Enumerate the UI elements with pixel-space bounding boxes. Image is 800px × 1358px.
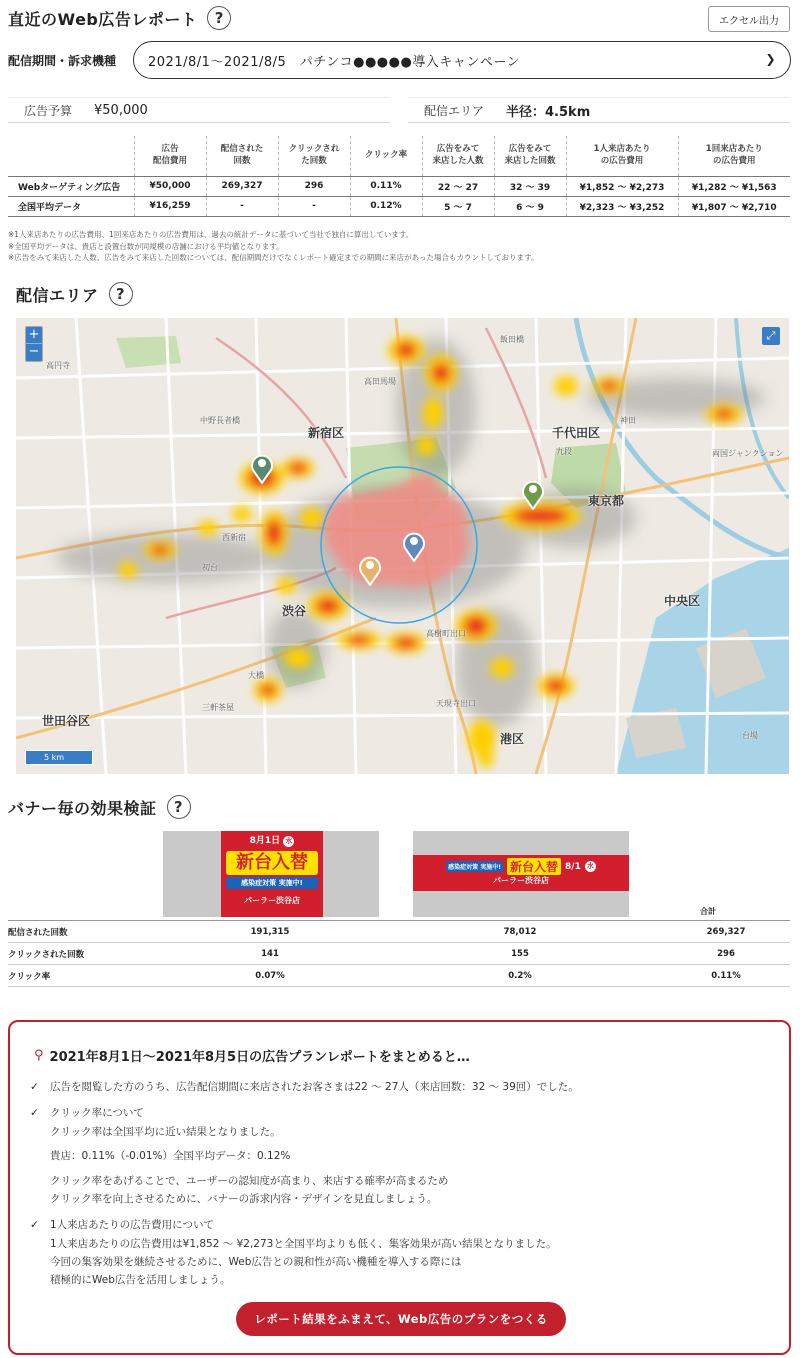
summary-header-cell: クリック率 [350, 136, 422, 176]
place-label: 港区 [500, 732, 525, 746]
table-cell: クリック率 [8, 965, 162, 987]
table-cell: 0.11% [350, 176, 422, 196]
table-row [8, 176, 790, 196]
summary-item-line: 今回の集客効果を継続させるために、Web広告との親和性が高い機種を導入する際には [50, 1256, 462, 1268]
banner-table [8, 920, 790, 987]
area-value: 半径：4.5km [506, 104, 591, 120]
banner-2-headline: 新台入替 [507, 858, 561, 875]
table-cell: 296 [662, 943, 790, 965]
place-label: 大橋 [248, 671, 264, 680]
table-cell: 6 〜 9 [494, 196, 566, 216]
summary-header-cell: 広告をみて 来店した回数 [494, 136, 566, 176]
table-row [8, 943, 790, 965]
table-cell: ¥2,323 〜 ¥3,252 [566, 196, 678, 216]
fullscreen-icon[interactable]: ⤢ [762, 327, 780, 345]
banner-2-left: 感染症対策 実施中! [446, 861, 503, 872]
map-section-title [16, 282, 133, 306]
place-label: 高樹町出口 [426, 629, 466, 638]
table-row [8, 196, 790, 216]
note-line: ※広告をみて来店した人数、広告をみて来店した回数については、配信期間だけでなくレポート確定までの期間に来店があった場合もカウントしております。 [8, 253, 539, 263]
note-line: ※全国平均データは、貴店と設置台数が同規模の店舗における平均値となります。 [8, 241, 284, 251]
period-select-value: 2021/8/1〜2021/8/5 パチンコ●●●●●導入キャンペーン [148, 54, 521, 70]
pin-icon[interactable] [521, 478, 545, 510]
place-label: 三軒茶屋 [202, 703, 234, 712]
table-cell: 全国平均データ [8, 196, 134, 216]
banner-1-shop: パーラー渋谷店 [244, 896, 300, 905]
banner-2-date: 8/1 [565, 861, 581, 872]
banner-1-sub: 感染症対策 実施中! [226, 877, 318, 889]
chevron-down-icon: ❯ [765, 52, 776, 66]
place-label: 両国ジャンクション [712, 449, 784, 458]
total-label: 合計 [700, 907, 716, 916]
table-cell: 22 〜 27 [422, 176, 494, 196]
summary-header-cell: 1回来店あたり の広告費用 [678, 136, 790, 176]
report-summary-heading-text: 2021年8月1日〜2021年8月5日の広告プランレポートをまとめると… [49, 1050, 470, 1065]
summary-item-line: クリック率をあげることで、ユーザーの認知度が高まり、来店する確率が高まるため [50, 1174, 449, 1187]
place-label: 東京都 [588, 494, 625, 508]
table-cell: 0.12% [350, 196, 422, 216]
create-plan-button[interactable]: レポート結果をふまえて、Web広告のプランをつくる [236, 1302, 566, 1336]
note-line: ※1人来店あたりの広告費用、1回来店あたりの広告費用は、過去の統計データに基づいて当社で独自に算出しています。 [8, 230, 414, 239]
budget-value: ¥50,000 [94, 102, 148, 118]
summary-table [8, 136, 790, 217]
banner-1-date: 8月1日 [249, 836, 281, 846]
place-label: 天現寺出口 [436, 699, 476, 708]
report-summary-heading [34, 1046, 470, 1065]
table-cell: ¥16,259 [134, 196, 206, 216]
summary-header-cell: クリックされ た回数 [278, 136, 350, 176]
place-label: 高円寺 [46, 361, 70, 370]
banner-2-weekday: 水 [586, 862, 594, 870]
summary-item-title: 1人来店あたりの広告費用について [50, 1219, 214, 1232]
table-cell: 155 [378, 943, 662, 965]
summary-item [30, 1216, 579, 1290]
area-row [408, 97, 790, 123]
table-cell: 0.2% [378, 965, 662, 987]
summary-item-text: 広告を閲覧した方のうち、広告配信期間に来店されたお客さまは22 〜 27人（来店回数：32 〜 39回）でした。 [50, 1081, 579, 1093]
summary-item-line: クリック率を向上させるために、バナーの訴求内容・デザインを見直しましょう。 [50, 1192, 438, 1205]
table-cell: 5 〜 7 [422, 196, 494, 216]
pin-icon[interactable] [250, 452, 274, 484]
table-cell: 269,327 [662, 921, 790, 943]
banner-1-creative [221, 831, 323, 917]
banner-1-weekday: 水 [285, 837, 293, 845]
summary-item-line: 積極的にWeb広告を活用しましょう。 [50, 1274, 231, 1287]
banner-2-shop: パーラー渋谷店 [493, 876, 549, 885]
summary-item [30, 1104, 579, 1208]
budget-label: 広告予算 [24, 103, 73, 118]
delivery-area-map[interactable] [16, 318, 789, 774]
summary-header-cell: 広告 配信費用 [134, 136, 206, 176]
summary-header-row [8, 136, 790, 176]
map-section-title-text: 配信エリア [16, 285, 99, 305]
help-icon[interactable]: ? [167, 795, 191, 819]
summary-item-title: クリック率について [50, 1107, 144, 1120]
place-label: 高田馬場 [364, 377, 396, 386]
banner-image-1 [163, 831, 379, 917]
pin-icon[interactable] [358, 554, 382, 586]
banner-1-headline: 新台入替 [226, 851, 318, 875]
place-label: 中野長者橋 [200, 416, 240, 425]
summary-item-line: クリック率は全国平均に近い結果となりました。 [50, 1125, 281, 1138]
period-label: 配信期間・訴求機種 [8, 54, 117, 68]
summary-item [30, 1078, 579, 1096]
report-summary-body [30, 1078, 579, 1298]
check-icon: ✓ [30, 1219, 39, 1232]
banner-section-title-text: バナー毎の効果検証 [8, 798, 157, 818]
zoom-out-button[interactable]: − [28, 344, 40, 359]
table-cell: 269,327 [206, 176, 278, 196]
place-label: 神田 [620, 416, 636, 425]
help-icon[interactable]: ? [207, 6, 231, 30]
table-cell: 0.07% [162, 965, 378, 987]
place-label: 台場 [742, 731, 758, 740]
table-row [8, 965, 790, 987]
table-cell: 32 〜 39 [494, 176, 566, 196]
summary-item-line: 1人来店あたりの広告費用は¥1,852 〜 ¥2,273と全国平均よりも低く、集客効果が高い結果となりました。 [50, 1237, 557, 1250]
budget-row [8, 97, 390, 123]
banner-2-row [413, 855, 629, 875]
banner-2-creative [413, 855, 629, 891]
table-cell: 296 [278, 176, 350, 196]
place-label: 千代田区 [552, 426, 601, 440]
summary-item-line: 貴店：0.11%（-0.01%）全国平均データ：0.12% [50, 1150, 291, 1163]
zoom-in-button[interactable]: + [26, 327, 42, 344]
excel-export-button[interactable]: エクセル出力 [708, 6, 790, 32]
report-summary-box [8, 1020, 791, 1355]
table-cell: クリックされた回数 [8, 943, 162, 965]
lightbulb-icon: ⚲ [34, 1048, 44, 1063]
page-title-text: 直近のWeb広告レポート [8, 9, 198, 29]
period-select[interactable] [133, 41, 791, 79]
summary-header-cell: 配信された 回数 [206, 136, 278, 176]
page-title [8, 6, 231, 30]
banner-image-2 [413, 831, 629, 917]
table-cell: - [206, 196, 278, 216]
zoom-control [25, 326, 43, 362]
place-label: 渋谷 [282, 604, 307, 618]
place-label: 新宿区 [308, 426, 345, 440]
place-label: 世田谷区 [42, 714, 91, 728]
banner-1-date-row [221, 833, 323, 847]
check-icon: ✓ [30, 1081, 39, 1093]
banner-section-title [8, 795, 191, 819]
table-cell: 191,315 [162, 921, 378, 943]
place-label: 西新宿 [222, 533, 246, 542]
table-cell: Webターゲティング広告 [8, 176, 134, 196]
notes [8, 229, 538, 264]
place-label: 九段 [556, 447, 572, 456]
table-cell: 0.11% [662, 965, 790, 987]
table-cell: ¥50,000 [134, 176, 206, 196]
table-cell: 78,012 [378, 921, 662, 943]
place-label: 飯田橋 [500, 335, 524, 344]
table-cell: ¥1,282 〜 ¥1,563 [678, 176, 790, 196]
table-cell: ¥1,852 〜 ¥2,273 [566, 176, 678, 196]
table-cell: ¥1,807 〜 ¥2,710 [678, 196, 790, 216]
help-icon[interactable]: ? [109, 282, 133, 306]
table-row [8, 921, 790, 943]
map-scale: 5 km [25, 750, 93, 765]
table-cell: 配信された回数 [8, 921, 162, 943]
table-cell: 141 [162, 943, 378, 965]
table-cell: - [278, 196, 350, 216]
summary-header-cell [8, 136, 134, 176]
place-label: 初台 [202, 563, 218, 572]
place-label: 中央区 [664, 594, 701, 608]
summary-header-cell: 1人来店あたり の広告費用 [566, 136, 678, 176]
pin-icon[interactable] [402, 530, 426, 562]
area-label: 配信エリア [424, 103, 485, 118]
summary-item-content [50, 1104, 448, 1208]
summary-header-cell: 広告をみて 来店した人数 [422, 136, 494, 176]
summary-item-content [50, 1216, 557, 1290]
check-icon: ✓ [30, 1107, 39, 1120]
